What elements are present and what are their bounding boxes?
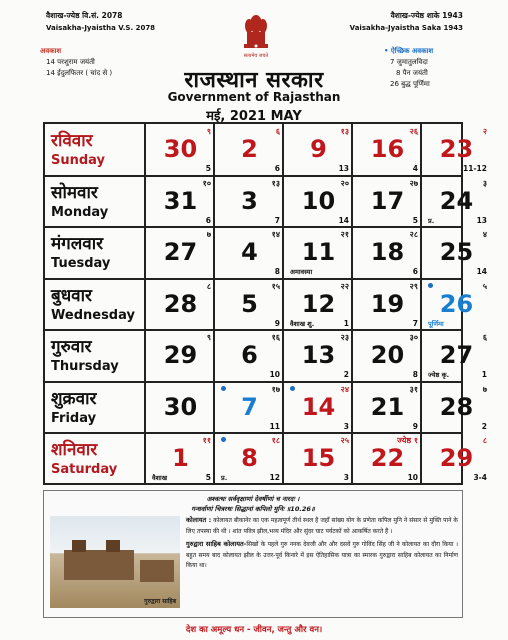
building-shape	[140, 560, 174, 582]
tithi-number: १०	[202, 178, 211, 188]
date-number: 7	[241, 392, 258, 421]
date-cell	[422, 125, 491, 175]
date-number: 28	[163, 289, 198, 318]
paksha-number: 11	[269, 421, 280, 431]
cell-note: ज्येष्ठ कृ.	[428, 371, 450, 379]
weekday-english: Monday	[51, 204, 109, 220]
date-number: 22	[370, 444, 405, 472]
tithi-number: ७	[206, 230, 211, 239]
weekday-label	[51, 285, 143, 324]
paksha-number: 7	[412, 318, 418, 328]
date-number: 15	[301, 444, 336, 472]
gov-title-english: Government of Rajasthan	[167, 90, 341, 104]
gurudwara-text: सिखों के पहले गुरु ननक देवजी और और दसवें गुरु गोविंद सिंह जी ने कोलायत का दौरा किया । बहुत समय बाद कोलायत झील के उत्तर-पूर्व किनारे में इस ऐतिहासिक यात्रा का स्मारक गुरुद्वारा साहिब कोलायत का निर्माण किया था।	[186, 541, 458, 569]
tithi-number: ८	[482, 436, 487, 445]
optional-holiday-dot-icon	[428, 283, 433, 288]
tithi-number: १७	[271, 384, 280, 394]
tithi-number: ३०	[409, 333, 418, 342]
tithi-number: ७	[482, 384, 487, 394]
weekday-english: Saturday	[51, 462, 118, 477]
tithi-number: २२	[340, 281, 349, 291]
weekday-label	[51, 388, 143, 427]
cell-note: वैशाख	[152, 474, 168, 482]
date-cell	[353, 177, 422, 227]
header-left-english: Vaisakha-Jyaistha V.S. 2078	[46, 24, 156, 32]
weekday-label	[51, 130, 143, 169]
weekday-hindi: रविवार	[51, 131, 93, 151]
date-number: 11	[301, 238, 336, 266]
weekday-english: Sunday	[51, 153, 106, 168]
optional-holidays-title: • ऐच्छिक अवकाश	[384, 47, 434, 55]
date-number: 8	[241, 444, 258, 472]
paksha-number: 13	[338, 164, 349, 173]
date-cell	[353, 125, 422, 175]
kolayat-title: कोलायत :	[186, 516, 212, 524]
date-number: 30	[163, 135, 198, 163]
date-cell	[284, 280, 353, 330]
tithi-number: २४	[340, 384, 349, 394]
date-number: 27	[163, 238, 198, 266]
weekday-english: Friday	[51, 410, 97, 426]
tithi-number: ३	[482, 178, 487, 188]
tithi-number: १३	[271, 178, 280, 188]
date-number: 23	[439, 135, 474, 163]
weekday-hindi: शनिवार	[51, 440, 98, 460]
date-cell	[422, 434, 491, 484]
date-cell	[215, 383, 284, 433]
tithi-number: १५	[271, 281, 280, 291]
dome-shape	[72, 540, 86, 552]
footer-slogan: देश का अमूल्य धन - जीवन, जन्तु और वन।	[185, 625, 323, 635]
paksha-number: 13	[476, 215, 487, 225]
date-number: 1	[172, 444, 189, 472]
tithi-number: ६	[482, 333, 487, 342]
optional-holiday-item: 7 जुमातुलविदा	[390, 58, 428, 66]
date-cell	[215, 331, 284, 381]
tithi-number: ८	[206, 281, 211, 291]
gita-quote-line1: अश्वत्थः सर्ववृक्षाणां देवर्षीणां च नारदः ।	[206, 495, 300, 503]
date-cell	[353, 383, 422, 433]
tithi-number: २	[482, 127, 487, 136]
date-number: 30	[163, 392, 198, 421]
date-number: 27	[439, 341, 474, 369]
kolayat-photo	[50, 516, 180, 608]
public-holiday-item: 14 परशुराम जयंती	[46, 58, 95, 66]
date-cell	[284, 228, 353, 278]
header-right	[350, 10, 463, 34]
info-description	[186, 515, 458, 572]
date-number: 5	[241, 289, 258, 318]
ashoka-emblem-icon	[236, 12, 276, 64]
weekday-english: Tuesday	[51, 256, 111, 271]
cell-note: प्र.	[428, 216, 435, 225]
date-cell	[422, 177, 491, 227]
tithi-number: २८	[409, 230, 418, 239]
date-number: 2	[241, 135, 258, 163]
calendar-grid	[43, 122, 487, 485]
date-number: 4	[241, 238, 258, 266]
date-cell	[284, 125, 353, 175]
paksha-number: 10	[269, 370, 280, 379]
gurudwara-title: गुरुद्वारा साहिब कोलायत-	[186, 540, 247, 548]
date-cell	[146, 383, 215, 433]
date-number: 16	[370, 135, 405, 163]
cell-note: प्र.	[221, 474, 228, 482]
date-cell	[146, 228, 215, 278]
weekday-english: Wednesday	[51, 307, 135, 323]
cell-note: वैशाख शु.	[290, 319, 315, 328]
paksha-number: 5	[412, 215, 418, 225]
tithi-number: १४	[271, 230, 280, 239]
date-cell	[353, 434, 422, 484]
public-holidays-title: अवकाश	[40, 47, 62, 55]
weekday-hindi: सोमवार	[51, 182, 98, 203]
weekday-hindi: बुधवार	[51, 285, 92, 306]
paksha-number: 8	[412, 370, 418, 379]
date-number: 29	[163, 341, 198, 369]
paksha-number: 11-12	[463, 164, 487, 173]
date-number: 6	[241, 341, 258, 369]
date-cell	[215, 125, 284, 175]
optional-holiday-dot-icon	[221, 437, 226, 442]
date-cell	[146, 280, 215, 330]
date-number: 31	[163, 186, 198, 215]
date-cell	[215, 434, 284, 484]
paksha-number: 6	[412, 267, 418, 276]
date-cell	[284, 331, 353, 381]
date-cell	[284, 177, 353, 227]
date-cell	[215, 177, 284, 227]
paksha-number: 9	[274, 318, 280, 328]
date-number: 18	[370, 238, 405, 266]
paksha-number: 5	[205, 164, 211, 173]
date-number: 26	[439, 289, 474, 318]
emblem-motto: सत्यमेव जयते	[243, 53, 269, 59]
paksha-number: 2	[481, 421, 487, 431]
date-number: 12	[301, 289, 336, 318]
cell-note: अमावस्या	[290, 268, 313, 276]
weekday-label	[51, 336, 143, 375]
gov-title-hindi: राजस्थान सरकार	[184, 68, 324, 93]
date-number: 28	[439, 392, 474, 421]
optional-holiday-dot-icon	[221, 386, 226, 391]
info-box	[43, 490, 463, 618]
paksha-number: 6	[205, 215, 211, 225]
paksha-number: 1	[481, 370, 487, 379]
paksha-number: 6	[274, 164, 280, 173]
date-number: 24	[439, 186, 474, 215]
date-cell	[422, 280, 491, 330]
header-left-hindi: वैशाख-ज्येष्ठ वि.सं. 2078	[46, 11, 123, 20]
tithi-number: ज्येष्ठ १	[397, 436, 418, 445]
tithi-number: १६	[271, 333, 280, 342]
kolayat-text: कोलायत बीकानेर का एक महत्वपूर्ण तीर्थ स्थल है जहाँ सांख्य योग के प्रणेता कपिल मुनि ने संसार से मुक्ति पाने के लिए तपस्या की थी । शांत पवित्र झील,भव्य मंदिर और सुंदर घाट पर्यटकों को आकर्षित करते हैं ।	[186, 517, 458, 535]
paksha-number: 2	[343, 370, 349, 379]
public-holiday-item: 14 ईदुलफितर ( चांद से )	[46, 69, 113, 77]
header-left	[46, 10, 155, 34]
tithi-number: २०	[340, 178, 349, 188]
date-cell	[353, 280, 422, 330]
date-number: 14	[301, 392, 336, 421]
paksha-number: 7	[274, 215, 280, 225]
paksha-number: 3-4	[473, 473, 487, 482]
date-number: 29	[439, 444, 474, 472]
optional-holiday-dot-icon	[290, 386, 295, 391]
tithi-number: ४	[482, 230, 487, 239]
date-cell	[146, 125, 215, 175]
date-number: 19	[370, 289, 405, 318]
tithi-number: २३	[340, 333, 349, 342]
tithi-number: ३१	[409, 384, 418, 394]
tithi-number: ६	[275, 127, 280, 136]
weekday-english: Thursday	[51, 359, 119, 374]
paksha-number: 3	[343, 473, 349, 482]
date-cell	[215, 228, 284, 278]
header-right-english: Vaisakha-Jyaistha Saka 1943	[349, 24, 463, 32]
paksha-number: 4	[412, 164, 418, 173]
weekday-hindi: मंगलवार	[51, 234, 104, 254]
paksha-number: 14	[338, 215, 349, 225]
paksha-number: 5	[205, 473, 211, 482]
tithi-number: ११	[202, 436, 211, 445]
date-cell	[284, 383, 353, 433]
date-cell	[353, 331, 422, 381]
dome-shape	[106, 540, 120, 552]
tithi-number: ९	[206, 127, 211, 136]
photo-caption: गुरुद्वारा साहिब	[144, 598, 176, 605]
date-number: 3	[241, 186, 258, 215]
optional-holiday-item: 8 पैन जयंती	[396, 69, 428, 77]
tithi-number: २६	[409, 127, 418, 136]
tithi-number: १८	[271, 436, 280, 445]
date-cell	[146, 331, 215, 381]
cell-note: पूर्णिमा	[428, 319, 444, 328]
paksha-number: 14	[476, 267, 487, 276]
gita-quote-line2: गन्धर्वाणां चित्ररथः सिद्धानां कपिलो मुनिः ॥10.26॥	[191, 505, 315, 513]
date-number: 10	[301, 186, 336, 215]
weekday-hindi: गुरुवार	[51, 337, 92, 357]
date-cell	[422, 383, 491, 433]
date-number: 25	[439, 238, 474, 266]
date-cell	[422, 228, 491, 278]
tithi-number: २५	[340, 436, 349, 445]
weekday-label	[51, 439, 143, 478]
date-cell	[146, 177, 215, 227]
paksha-number: 9	[412, 421, 418, 431]
tithi-number: ९	[206, 333, 211, 342]
header-right-hindi: वैशाख-ज्येष्ठ शाके 1943	[390, 11, 463, 20]
building-shape	[64, 550, 134, 580]
paksha-number: 12	[269, 473, 280, 482]
paksha-number: 8	[274, 267, 280, 276]
weekday-label	[51, 233, 143, 272]
date-number: 17	[370, 186, 405, 215]
tithi-number: १३	[340, 127, 349, 136]
date-cell	[353, 228, 422, 278]
date-cell	[284, 434, 353, 484]
gita-quote	[44, 494, 462, 514]
paksha-number: 3	[343, 421, 349, 431]
tithi-number: २१	[340, 230, 349, 239]
tithi-number: २९	[409, 281, 418, 291]
weekday-label	[51, 182, 143, 221]
weekday-hindi: शुक्रवार	[51, 388, 97, 409]
month-title: मई, 2021 MAY	[206, 109, 302, 124]
date-number: 13	[301, 341, 336, 369]
date-number: 21	[370, 392, 405, 421]
optional-holiday-item: 26 बुद्ध पूर्णिमा	[390, 80, 430, 88]
date-cell	[146, 434, 215, 484]
paksha-number: 10	[407, 473, 418, 482]
paksha-number: 1	[343, 318, 349, 328]
date-number: 20	[370, 341, 405, 369]
date-cell	[422, 331, 491, 381]
date-cell	[215, 280, 284, 330]
tithi-number: ५	[482, 281, 487, 291]
date-number: 9	[310, 135, 327, 163]
tithi-number: २७	[409, 178, 418, 188]
